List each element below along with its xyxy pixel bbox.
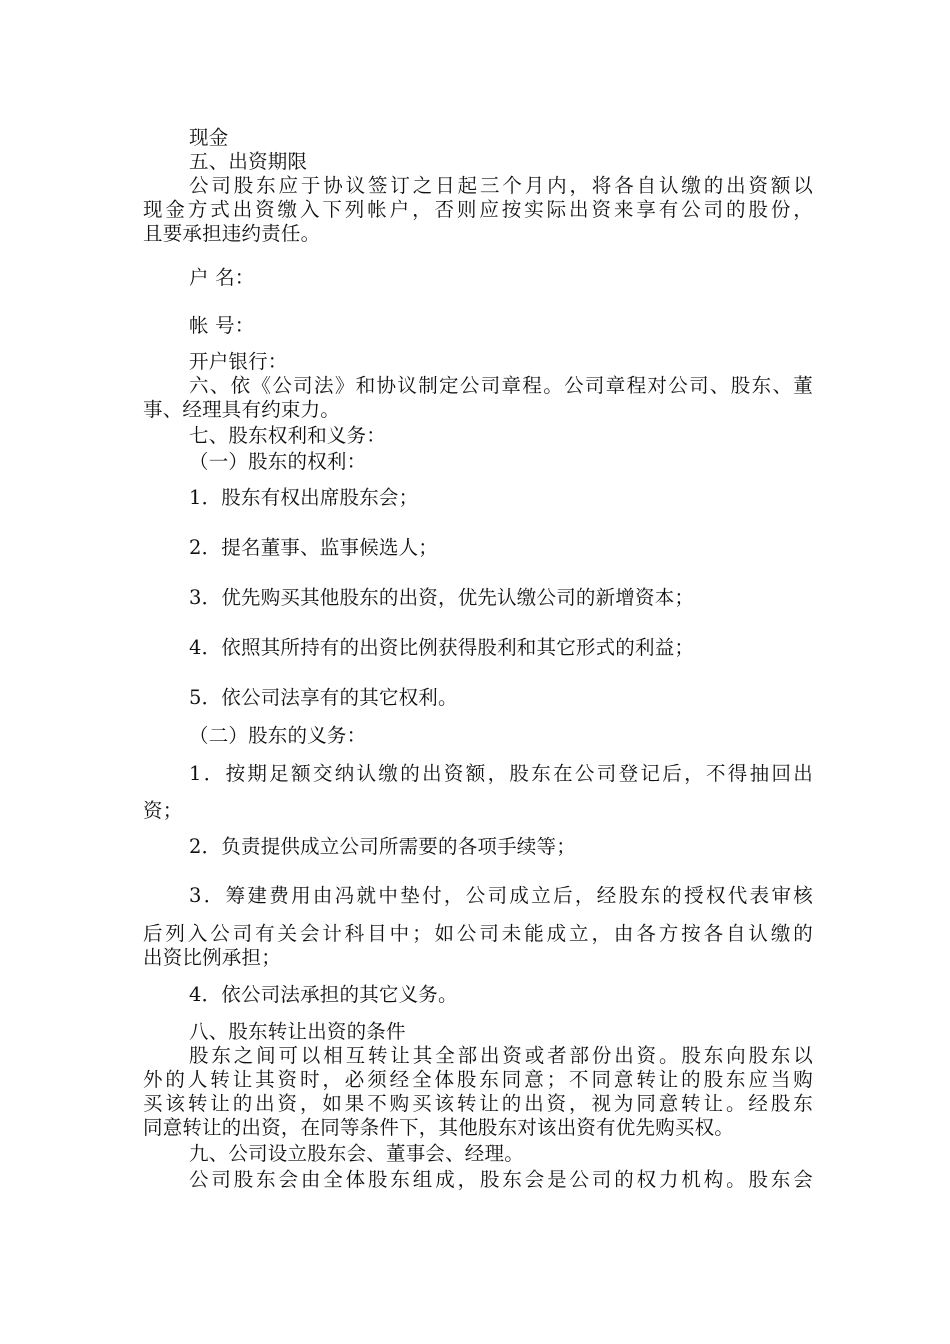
account-name-label: 户 名： [189,266,255,289]
text-line: 公司股东应于协议签订之日起三个月内，将各自认缴的出资额以 [189,174,813,197]
section-heading-5: 五、出资期限 [189,150,308,173]
text-line: 股东之间可以相互转让其全部出资或者部份出资。股东向股东以 [189,1044,813,1067]
text-line: 外的人转让其资时，必须经全体股东同意；不同意转让的股东应当购 [143,1068,813,1091]
list-item: 3．优先购买其他股东的出资，优先认缴公司的新增资本； [189,586,695,609]
list-item: 4．依照其所持有的出资比例获得股利和其它形式的利益； [189,636,695,659]
list-item: 3．筹建费用由冯就中垫付，公司成立后，经股东的授权代表审核 [189,884,813,907]
section-heading-7: 七、股东权利和义务： [189,424,387,447]
account-number-label: 帐 号： [189,314,255,337]
section-heading-6: 六、依《公司法》和协议制定公司章程。公司章程对公司、股东、董 [189,374,813,397]
section-heading-9: 九、公司设立股东会、董事会、经理。 [189,1142,524,1165]
list-item: 4．依公司法承担的其它义务。 [189,983,458,1006]
list-item: 5．依公司法享有的其它权利。 [189,686,458,709]
subsection-heading: （二）股东的义务： [189,724,367,747]
text-line: 后列入公司有关会计科目中；如公司未能成立，由各方按各自认缴的 [143,922,813,945]
list-item: 2．负责提供成立公司所需要的各项手续等； [189,835,576,858]
list-item: 2．提名董事、监事候选人； [189,536,439,559]
subsection-heading: （一）股东的权利： [189,450,367,473]
text-line: 现金方式出资缴入下列帐户，否则应按实际出资来享有公司的股份， [143,198,813,221]
text-line: 资； [143,799,183,822]
list-item: 1．按期足额交纳认缴的出资额，股东在公司登记后，不得抽回出 [189,762,813,785]
section-heading-8: 八、股东转让出资的条件 [189,1020,406,1043]
bank-label: 开户银行： [189,350,288,373]
text-line: 现金 [189,126,229,149]
text-line: 且要承担违约责任。 [143,222,321,245]
text-line: 买该转让的出资，如果不购买该转让的出资，视为同意转让。经股东 [143,1092,813,1115]
list-item: 1．股东有权出席股东会； [189,486,419,509]
text-line: 事、经理具有约束力。 [143,398,341,421]
text-line: 同意转让的出资，在同等条件下，其他股东对该出资有优先购买权。 [143,1116,735,1139]
text-line: 公司股东会由全体股东组成，股东会是公司的权力机构。股东会 [189,1168,813,1191]
text-line: 出资比例承担； [143,946,281,969]
